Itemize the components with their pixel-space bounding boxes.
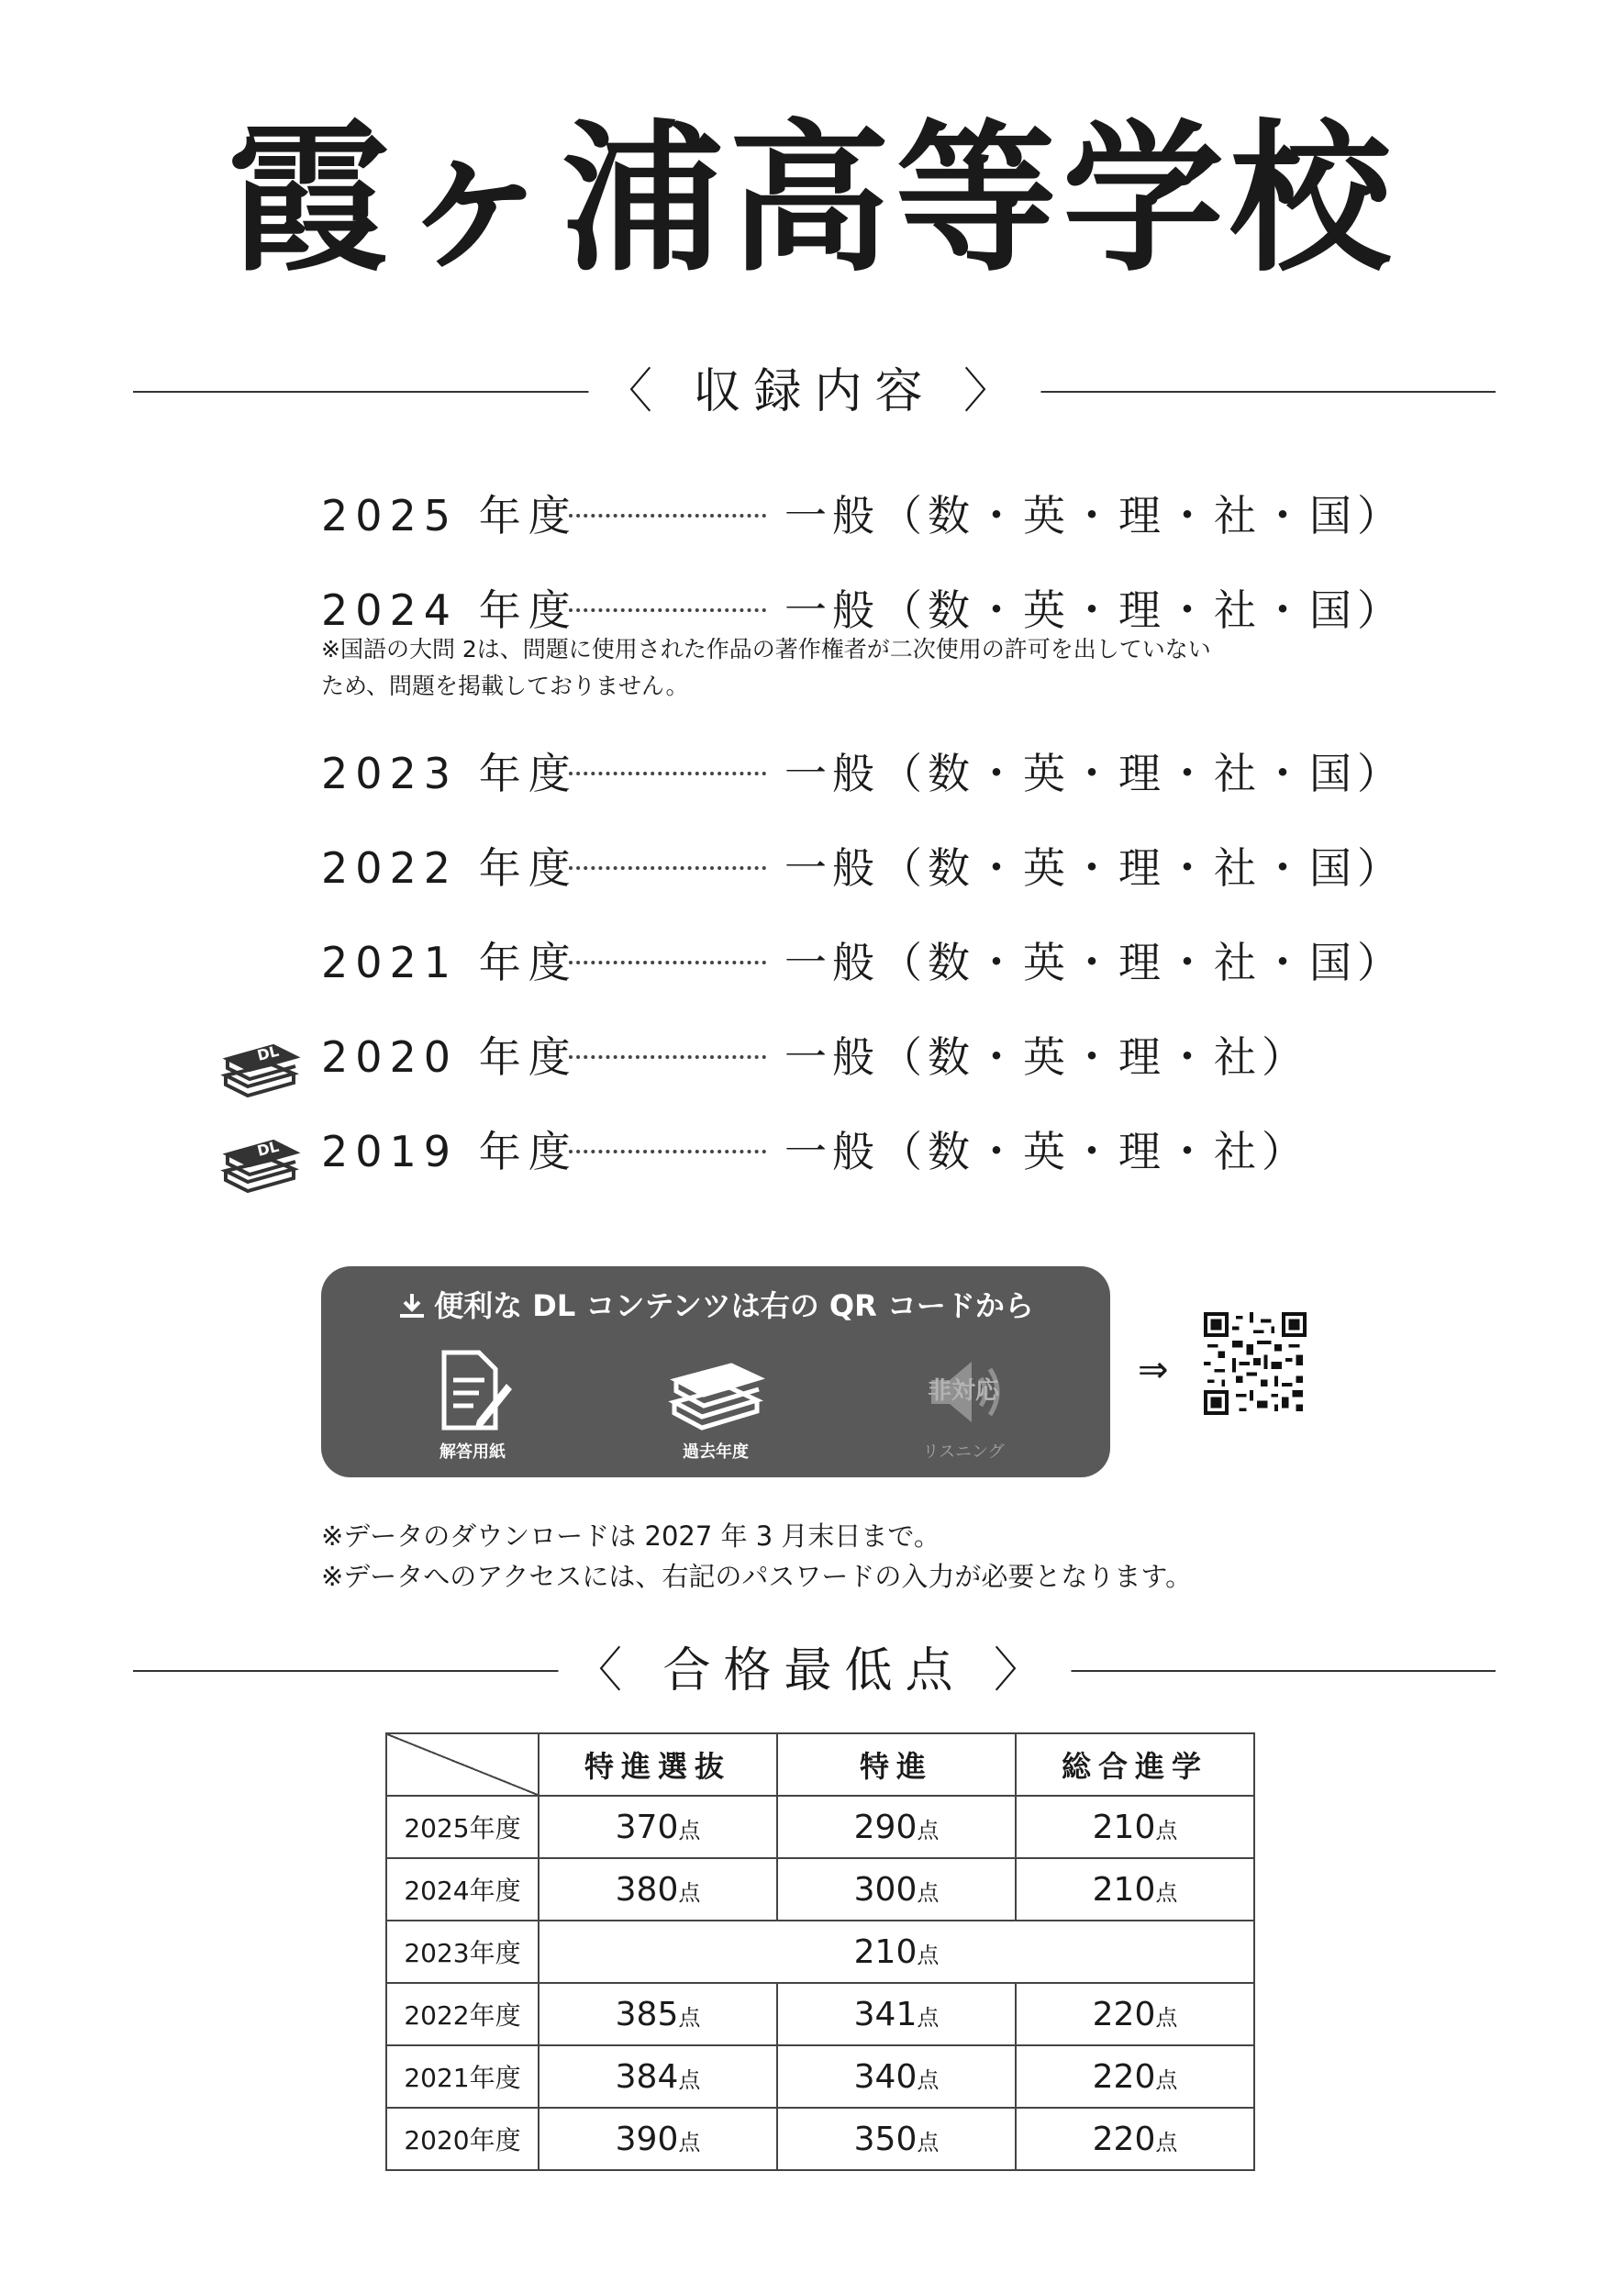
download-icon (397, 1292, 427, 1320)
score-cell: 210点 (1016, 1858, 1254, 1921)
year-label: 2020 年度 (321, 1032, 578, 1082)
score-cell: 341点 (777, 1983, 1016, 2045)
column-header: 特進選抜 (539, 1733, 777, 1796)
row-year: 2024年度 (386, 1858, 539, 1921)
dl-item-answer-sheet (399, 1347, 546, 1466)
note-2024-line2: ため、問題を掲載しておりません。 (321, 673, 689, 699)
dl-icon-text: DL (255, 1041, 281, 1064)
leader-dots (569, 763, 766, 775)
contents-heading (133, 360, 1496, 424)
score-cell: 370点 (539, 1796, 777, 1858)
year-label: 2022 年度 (321, 843, 578, 893)
row-year: 2025年度 (386, 1796, 539, 1858)
score-cell: 300点 (777, 1858, 1016, 1921)
score-cell: 220点 (1016, 2045, 1254, 2108)
dl-note-1: ※データのダウンロードは 2027 年 3 月末日まで。 (321, 1520, 940, 1552)
dl-note-2: ※データへのアクセスには、右記のパスワードの入力が必要となります。 (321, 1561, 1193, 1592)
year-content: 一般（数・英・理・社・国） (784, 843, 1405, 893)
year-label: 2021 年度 (321, 938, 578, 987)
arrow-icon: ⇒ (1138, 1349, 1169, 1391)
year-content: 一般（数・英・理・社・国） (784, 749, 1405, 798)
speaker-icon (913, 1347, 1014, 1435)
passing-score-table (385, 1732, 1255, 2171)
leader-dots (569, 1141, 766, 1153)
table-row (386, 1796, 1254, 1858)
year-label: 2019 年度 (321, 1127, 578, 1176)
table-row (386, 1921, 1254, 1983)
score-cell: 385点 (539, 1983, 777, 2045)
year-row-2022 (321, 841, 1405, 896)
row-year: 2022年度 (386, 1983, 539, 2045)
dl-item-label: 過去年度 (683, 1442, 749, 1462)
answer-sheet-icon (431, 1347, 514, 1435)
unsupported-label: 非対応 (927, 1377, 1000, 1405)
leader-dots (569, 1046, 766, 1059)
table-header-row (386, 1733, 1254, 1796)
qr-code[interactable] (1204, 1312, 1307, 1415)
dl-item-label: 解答用紙 (439, 1442, 506, 1462)
score-cell: 380点 (539, 1858, 777, 1921)
year-row-2024 (321, 583, 1405, 638)
year-row-2019 (321, 1124, 1330, 1179)
year-label: 2024 年度 (321, 585, 578, 635)
score-cell: 390点 (539, 2108, 777, 2170)
contents-heading-label: 〈 収録内容 〉 (588, 360, 1040, 424)
year-content: 一般（数・英・理・社） (784, 1127, 1309, 1176)
leader-dots (569, 505, 766, 518)
table-row (386, 1983, 1254, 2045)
score-cell: 350点 (777, 2108, 1016, 2170)
score-cell: 340点 (777, 2045, 1016, 2108)
dl-item-listening (890, 1347, 1037, 1466)
year-content: 一般（数・英・理・社） (784, 1032, 1309, 1082)
score-cell: 220点 (1016, 1983, 1254, 2045)
row-year: 2021年度 (386, 2045, 539, 2108)
note-2024 (321, 631, 1349, 705)
books-icon (665, 1347, 766, 1435)
year-label: 2025 年度 (321, 491, 578, 540)
leader-dots (569, 599, 766, 612)
row-year: 2020年度 (386, 2108, 539, 2170)
year-content: 一般（数・英・理・社・国） (784, 585, 1405, 635)
scores-heading (133, 1639, 1496, 1703)
dl-panel-title-text: 便利な DL コンテンツは右の QR コードから (434, 1288, 1034, 1323)
dl-item-label: リスニング (922, 1442, 1005, 1462)
dl-books-icon (218, 1123, 301, 1197)
column-header: 特進 (777, 1733, 1016, 1796)
year-row-2020 (321, 1030, 1330, 1085)
score-cell: 384点 (539, 2045, 777, 2108)
year-row-2021 (321, 935, 1405, 990)
table-row (386, 1858, 1254, 1921)
table-row (386, 2108, 1254, 2170)
dl-books-icon (218, 1028, 301, 1101)
year-content: 一般（数・英・理・社・国） (784, 938, 1405, 987)
year-row-2023 (321, 746, 1405, 801)
dl-item-past-years (642, 1347, 789, 1466)
score-cell-merged: 210点 (539, 1921, 1254, 1983)
year-content: 一般（数・英・理・社・国） (784, 491, 1405, 540)
scores-heading-label: 〈 合格最低点 〉 (558, 1639, 1071, 1703)
score-cell: 210点 (1016, 1796, 1254, 1858)
leader-dots (569, 952, 766, 964)
row-year: 2023年度 (386, 1921, 539, 1983)
note-2024-line1: ※国語の大問 2は、問題に使用された作品の著作権者が二次使用の許可を出していない (321, 636, 1211, 663)
year-label: 2023 年度 (321, 749, 578, 798)
dl-contents-panel (321, 1266, 1110, 1477)
year-row-2025 (321, 488, 1405, 543)
score-cell: 290点 (777, 1796, 1016, 1858)
dl-icon-text: DL (255, 1137, 281, 1160)
leader-dots (569, 857, 766, 870)
page-title: 霞ヶ浦高等学校 (227, 106, 1396, 294)
column-header: 総合進学 (1016, 1733, 1254, 1796)
score-cell: 220点 (1016, 2108, 1254, 2170)
table-row (386, 2045, 1254, 2108)
table-corner-cell (386, 1733, 539, 1796)
dl-panel-title (321, 1283, 1110, 1325)
